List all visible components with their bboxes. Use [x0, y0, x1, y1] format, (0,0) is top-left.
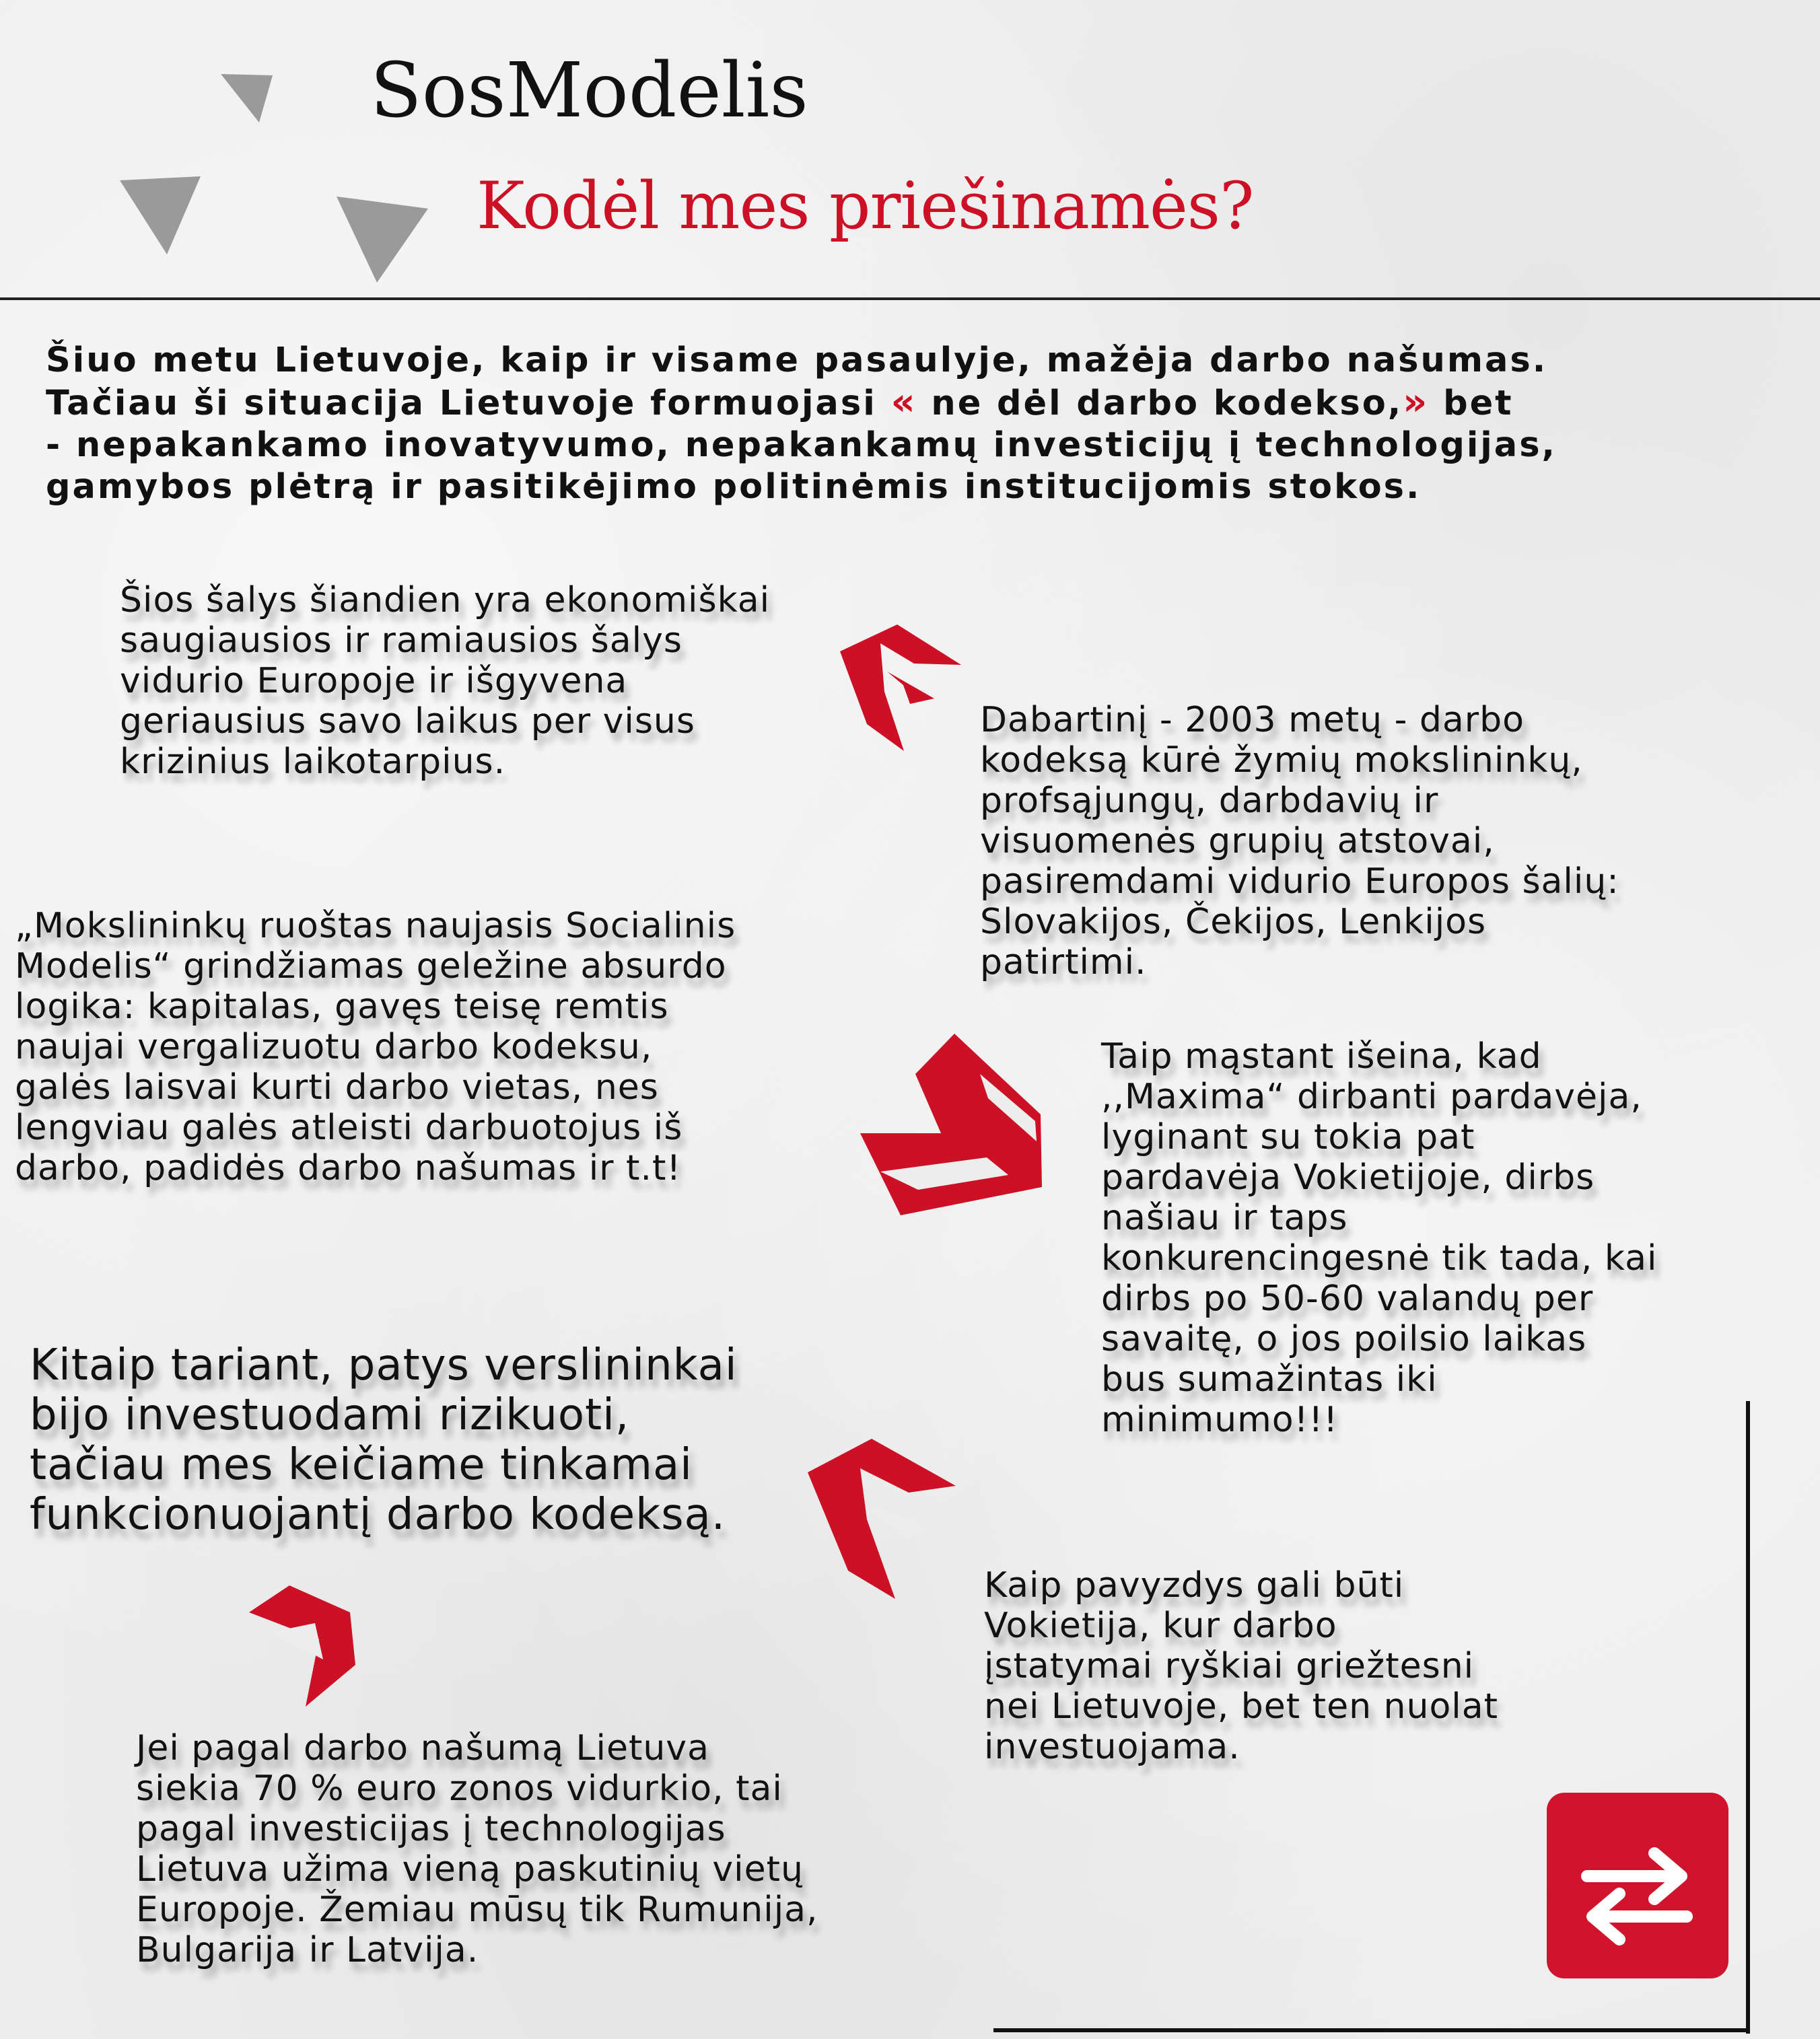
text-line: funkcionuojantį darbo kodeksą. [30, 1490, 726, 1540]
text-line: Slovakijos, Čekijos, Lenkijos [980, 902, 1487, 942]
quote-open-icon: « [890, 380, 917, 424]
text-line: Kitaip tariant, patys verslininkai [30, 1340, 738, 1390]
text-line: saugiausios ir ramiausios šalys [120, 620, 682, 661]
text-line: naujai vergalizuotu darbo kodeksu, [15, 1027, 653, 1067]
text-line: Jei pagal darbo našumą Lietuva [136, 1728, 709, 1768]
text-block-entrepreneurs [30, 1340, 738, 1540]
text-line: kodeksą kūrė žymių mokslininkų, [980, 740, 1583, 781]
text-block-germany [984, 1565, 1498, 1767]
chevron-left-icon [808, 1439, 969, 1600]
exchange-button[interactable] [1547, 1793, 1728, 1978]
text-line: darbo, padidės darbo našumas ir t.t! [15, 1148, 682, 1188]
quote-close-icon: » [1403, 380, 1430, 424]
text-line: savaitę, o jos poilsio laikas [1101, 1319, 1587, 1359]
chevron-right-icon [249, 1585, 370, 1713]
text-block-scientists-quote [15, 906, 736, 1188]
text-line: Europoje. Žemiau mūsų tik Rumunija, [136, 1890, 818, 1930]
text-line: visuomenės grupių atstovai, [980, 821, 1495, 861]
intro-line [46, 382, 1769, 425]
text-line: galės laisvai kurti darbo vietas, nes [15, 1067, 659, 1108]
intro-line: gamybos plėtrą ir pasitikėjimo politinėmis institucijomis stokos. [46, 467, 1422, 507]
text-block-maxima [1101, 1036, 1657, 1440]
intro-line: Šiuo metu Lietuvoje, kaip ir visame pasaulyje, mažėja darbo našumas. [46, 341, 1548, 380]
text-line: ,,Maxima“ dirbanti pardavėja, [1101, 1077, 1642, 1117]
text-line: investuojama. [984, 1727, 1240, 1767]
text-line: geriausius savo laikus per visus [120, 701, 695, 742]
text-line: pardavėja Vokietijoje, dirbs [1101, 1157, 1595, 1198]
triangle-down-icon [0, 0, 1820, 310]
intro-text: Tačiau ši situacija Lietuvoje formuojasi [46, 384, 877, 423]
text-line: našiau ir taps [1101, 1198, 1348, 1238]
text-line: vidurio Europoje ir išgyvena [120, 661, 628, 701]
text-line: pasiremdami vidurio Europos šalių: [980, 861, 1619, 902]
frame-line-vertical [1746, 1401, 1750, 2034]
text-line: Bulgarija ir Latvija. [136, 1930, 479, 1970]
text-block-productivity [136, 1728, 818, 1970]
text-block-safe-countries [120, 580, 770, 782]
intro-paragraph [46, 340, 1769, 508]
text-line: Vokietija, kur darbo [984, 1606, 1337, 1646]
text-line: Taip mąstant išeina, kad [1101, 1036, 1542, 1077]
text-line: bijo investuodami rizikuoti, [30, 1390, 630, 1440]
intro-line: - nepakankamo inovatyvumo, nepakankamų investicijų į technologijas, [46, 425, 1557, 465]
header-divider [0, 297, 1820, 300]
text-line: Modelis“ grindžiamas geležine absurdo [15, 946, 727, 987]
text-block-current-code [980, 700, 1619, 982]
intro-quoted-text: ne dėl darbo kodekso, [917, 384, 1403, 423]
text-line: Šios šalys šiandien yra ekonomiškai [120, 580, 771, 620]
text-line: lengviau galės atleisti darbuotojus iš [15, 1108, 683, 1148]
text-line: lyginant su tokia pat [1101, 1117, 1475, 1157]
text-line: logika: kapitalas, gavęs teisę remtis [15, 987, 669, 1027]
text-line: patirtimi. [980, 942, 1147, 982]
text-line: įstatymai ryškiai griežtesni [984, 1646, 1475, 1686]
text-line: Lietuva užima vieną paskutinių vietų [136, 1849, 804, 1890]
text-line: konkurencingesnė tik tada, kai [1101, 1238, 1658, 1279]
exchange-arrows-icon [1547, 1793, 1728, 1978]
text-line: profsąjungų, darbdavių ir [980, 781, 1439, 821]
page-subtitle: Kodėl mes priešinamės? [477, 168, 1254, 244]
text-line: pagal investicijas į technologijas [136, 1809, 726, 1849]
text-line: nei Lietuvoje, bet ten nuolat [984, 1686, 1498, 1727]
text-line: Kaip pavyzdys gali būti [984, 1565, 1405, 1606]
text-line: dirbs po 50-60 valandų per [1101, 1279, 1594, 1319]
page-title: SosModelis [370, 47, 808, 135]
text-line: minimumo!!! [1101, 1400, 1339, 1440]
text-line: tačiau mes keičiame tinkamai [30, 1440, 693, 1490]
chevron-down-icon [860, 1034, 1062, 1236]
text-line: bus sumažintas iki [1101, 1359, 1438, 1400]
intro-text: bet [1429, 384, 1514, 423]
text-line: siekia 70 % euro zonos vidurkio, tai [136, 1768, 783, 1809]
text-line: „Mokslininkų ruoštas naujasis Socialinis [15, 906, 736, 946]
frame-line-horizontal [993, 2028, 1750, 2032]
chevron-left-icon [840, 624, 975, 759]
text-line: krizinius laikotarpius. [120, 742, 506, 782]
text-line: Dabartinį - 2003 metų - darbo [980, 700, 1525, 740]
